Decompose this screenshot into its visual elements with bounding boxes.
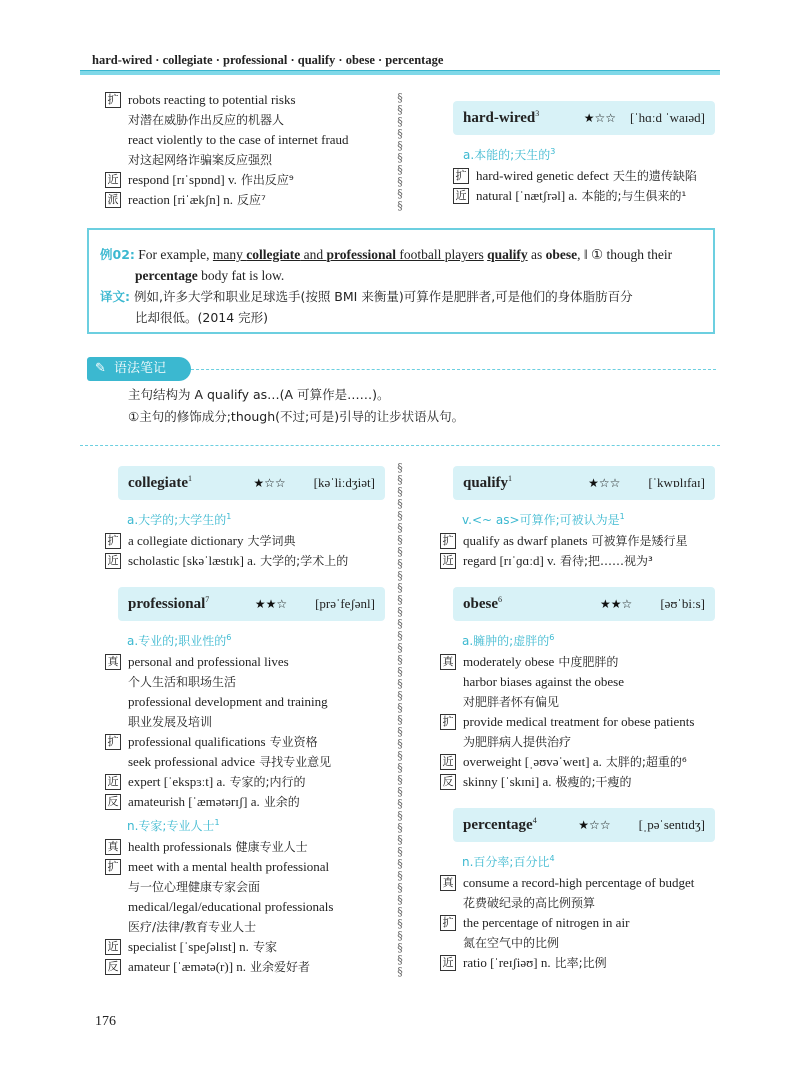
star-rating: ★★☆ xyxy=(254,597,288,611)
star-rating: ★☆☆ xyxy=(583,111,616,125)
part-of-speech: n.专家;专业人士$^1$ xyxy=(127,818,220,833)
entry-line xyxy=(105,110,395,130)
category-tag: 近 xyxy=(440,553,456,569)
category-tag: 真 xyxy=(440,654,456,670)
entry-items xyxy=(440,873,720,973)
right-column xyxy=(440,466,720,973)
translation-text: 例如,许多大学和职业足球选手(按照 BMI 来衡量)可算作是肥胖者,可是他们的身体脂肪百分 xyxy=(133,289,633,304)
category-tag: 派 xyxy=(105,192,121,208)
category-tag: 扩 xyxy=(105,859,121,875)
english-text: reaction [riˈækʃn] n. xyxy=(128,192,234,207)
part-of-speech: v.<~ as>可算作;可被认为是$^1$ xyxy=(462,512,625,527)
chinese-text: 业余爱好者 xyxy=(250,960,311,974)
star-rating: ★☆☆ xyxy=(578,818,611,832)
chinese-text: 大学词典 xyxy=(247,534,296,548)
header-rule xyxy=(80,70,720,75)
english-text: moderately obese xyxy=(463,654,555,669)
category-tag: 近 xyxy=(440,754,456,770)
category-tag: 真 xyxy=(440,875,456,891)
chinese-text: 业余的 xyxy=(263,795,300,809)
category-tag: 扩 xyxy=(440,714,456,730)
translation-label: 译文: xyxy=(100,289,130,304)
entry-line xyxy=(440,752,720,772)
pen-icon: ✎ xyxy=(95,361,106,376)
english-text: meet with a mental health professional xyxy=(128,859,330,874)
part-of-speech: a.本能的;天生的$^3$ xyxy=(463,147,556,162)
entry-line xyxy=(440,953,720,973)
english-text: respond [rɪˈspɒnd] v. xyxy=(128,172,237,187)
chinese-text: 与一位心理健康专家会面 xyxy=(128,880,261,894)
entry-line xyxy=(440,652,720,672)
phonetic: [ˌpəˈsentɪdʒ] xyxy=(638,817,705,832)
entry-line xyxy=(440,551,720,571)
chinese-text: 医疗/法律/教育专业人士 xyxy=(128,920,257,934)
entry-line xyxy=(440,913,720,933)
entry-items xyxy=(105,531,385,571)
entry-line xyxy=(105,937,385,957)
chinese-text: 极瘦的;干瘦的 xyxy=(555,775,632,789)
example-text: many xyxy=(212,247,247,262)
entry-line xyxy=(453,186,715,206)
chinese-text: 寻找专业意见 xyxy=(259,755,332,769)
english-text: professional development and training xyxy=(128,694,328,709)
category-tag: 扩 xyxy=(105,92,121,108)
entry-line xyxy=(440,672,720,692)
chinese-text: 本能的;与生俱来的¹ xyxy=(581,189,687,203)
category-tag: 近 xyxy=(105,939,121,955)
entry-line xyxy=(440,712,720,732)
entry-line xyxy=(105,752,385,772)
grammar-rule xyxy=(191,369,716,370)
category-tag: 近 xyxy=(453,188,469,204)
phonetic: [prəˈfeʃənl] xyxy=(315,596,375,611)
english-text: a collegiate dictionary xyxy=(128,533,244,548)
part-of-speech: a.大学的;大学生的$^1$ xyxy=(127,512,232,527)
english-text: professional qualifications xyxy=(128,734,266,749)
chinese-text: 作出反应⁹ xyxy=(240,173,294,187)
entry-line xyxy=(440,873,720,893)
chinese-text: 专家的;内行的 xyxy=(229,775,306,789)
english-text: robots reacting to potential risks xyxy=(128,92,296,107)
entry-line xyxy=(105,732,385,752)
entry-line xyxy=(105,712,385,732)
headword: obese$^6$ xyxy=(463,595,502,612)
category-tag: 近 xyxy=(105,774,121,790)
category-tag: 扩 xyxy=(105,533,121,549)
entry-items xyxy=(105,837,385,977)
entry-line xyxy=(105,551,385,571)
entry-line xyxy=(105,917,385,937)
entry-line xyxy=(453,166,715,186)
phonetic: [ˈhɑːd ˈwaɪəd] xyxy=(629,110,705,125)
english-text: natural [ˈnætʃrəl] a. xyxy=(476,188,578,203)
english-text: seek professional advice xyxy=(128,754,256,769)
top-left-entries xyxy=(105,90,395,210)
english-text: health professionals xyxy=(128,839,232,854)
entry-line xyxy=(105,957,385,977)
running-header: hard-wired · collegiate · professional · qualify · obese · percentage xyxy=(92,53,444,67)
entry-hard-wired xyxy=(453,101,715,206)
keyword-professional: professional xyxy=(326,247,397,262)
english-text: the percentage of nitrogen in air xyxy=(463,915,630,930)
grammar-line: ①主句的修饰成分;though(不过;可是)引导的让步状语从句。 xyxy=(128,409,465,424)
example-text: football players xyxy=(396,247,484,262)
entry-line xyxy=(105,90,395,110)
headword-box xyxy=(118,587,385,621)
chinese-text: 比率;比例 xyxy=(554,956,607,970)
grammar-title-text: 语法笔记 xyxy=(114,361,167,376)
chinese-text: 对这起网络诈骗案反应强烈 xyxy=(128,153,273,167)
english-text: harbor biases against the obese xyxy=(463,674,625,689)
column-divider: § § § § § § § § § § xyxy=(397,92,403,212)
phonetic: [əʊˈbiːs] xyxy=(660,596,705,611)
headword: qualify$^1$ xyxy=(463,474,513,491)
english-text: ratio [ˈreɪʃiəʊ] n. xyxy=(463,955,551,970)
chinese-text: 对潜在威胁作出反应的机器人 xyxy=(128,113,285,127)
star-rating: ★★☆ xyxy=(600,597,633,611)
entry-line xyxy=(105,792,385,812)
translation-text: 比却很低。(2014 完形) xyxy=(135,310,269,325)
grammar-notes-body xyxy=(128,384,464,428)
example-text: body fat is low. xyxy=(197,268,285,283)
entry-line xyxy=(440,893,720,913)
column-divider: § § § § § § § § § § § § § § § § § § § § § § § § § § § § § § § § § § § § § § § § § § § xyxy=(397,462,403,978)
chinese-text: 对肥胖者怀有偏见 xyxy=(463,695,560,709)
entry-line xyxy=(440,732,720,752)
chinese-text: 为肥胖病人提供治疗 xyxy=(463,735,572,749)
headword: hard-wired$^3$ xyxy=(463,109,540,126)
grammar-line: 主句结构为 A qualify as…(A 可算作是……)。 xyxy=(128,387,390,402)
headword: collegiate$^1$ xyxy=(128,474,192,491)
headword-box xyxy=(453,808,715,842)
english-text: medical/legal/educational professionals xyxy=(128,899,334,914)
english-text: qualify as dwarf planets xyxy=(463,533,588,548)
headword-box xyxy=(453,587,715,621)
headword-box xyxy=(118,466,385,500)
chinese-text: 氮在空气中的比例 xyxy=(463,936,560,950)
english-text: specialist [ˈspeʃəlɪst] n. xyxy=(128,939,249,954)
entry-line xyxy=(105,652,385,672)
category-tag: 扩 xyxy=(440,915,456,931)
entry-items xyxy=(440,531,720,571)
entry-items xyxy=(453,166,715,206)
english-text: scholastic [skəˈlæstɪk] a. xyxy=(128,553,257,568)
headword: percentage$^4$ xyxy=(463,816,537,833)
chinese-text: 太胖的;超重的⁶ xyxy=(605,755,687,769)
part-of-speech: a.臃肿的;虚胖的$^6$ xyxy=(462,633,555,648)
example-text: , ‖ ① though their xyxy=(577,247,673,262)
entry-line xyxy=(105,672,385,692)
category-tag: 扩 xyxy=(440,533,456,549)
chinese-text: 花费破纪录的高比例预算 xyxy=(463,896,596,910)
chinese-text: 可被算作是矮行星 xyxy=(591,534,688,548)
example-text: and xyxy=(300,247,327,262)
english-text: consume a record-high percentage of budget xyxy=(463,875,695,890)
entry-line xyxy=(440,933,720,953)
example-label: 例02: xyxy=(100,247,135,262)
phonetic: [ˈkwɒlɪfaɪ] xyxy=(648,475,705,490)
chinese-text: 专业资格 xyxy=(269,735,318,749)
category-tag: 反 xyxy=(105,959,121,975)
example-text: For example, xyxy=(138,247,213,262)
entry-line xyxy=(440,531,720,551)
category-tag: 反 xyxy=(105,794,121,810)
chinese-text: 看待;把……视为³ xyxy=(559,554,653,568)
entry-items xyxy=(105,652,385,812)
grammar-notes-title xyxy=(87,357,191,381)
chinese-text: 职业发展及培训 xyxy=(128,715,213,729)
section-divider xyxy=(80,445,720,446)
english-text: amateur [ˈæmətə(r)] n. xyxy=(128,959,247,974)
category-tag: 反 xyxy=(440,774,456,790)
entry-line xyxy=(105,897,385,917)
entry-line xyxy=(440,772,720,792)
entry-line xyxy=(105,877,385,897)
entry-line xyxy=(105,130,395,150)
category-tag: 近 xyxy=(105,553,121,569)
chinese-text: 个人生活和职场生活 xyxy=(128,675,237,689)
english-text: regard [rɪˈɡɑːd] v. xyxy=(463,553,556,568)
english-text: hard-wired genetic defect xyxy=(476,168,609,183)
chinese-text: 大学的;学术上的 xyxy=(260,554,349,568)
category-tag: 扩 xyxy=(453,168,469,184)
headword-box xyxy=(453,101,715,135)
entry-line xyxy=(105,150,395,170)
english-text: expert [ˈekspɜːt] a. xyxy=(128,774,226,789)
headword-box xyxy=(453,466,715,500)
entry-line xyxy=(105,531,385,551)
entry-line xyxy=(105,170,395,190)
keyword-percentage: percentage xyxy=(135,268,198,283)
english-text: skinny [ˈskɪni] a. xyxy=(463,774,552,789)
chinese-text: 反应⁷ xyxy=(237,193,266,207)
chinese-text: 健康专业人士 xyxy=(235,840,308,854)
entry-line xyxy=(105,857,385,877)
entry-line xyxy=(440,692,720,712)
english-text: provide medical treatment for obese patients xyxy=(463,714,695,729)
keyword-qualify: qualify xyxy=(487,247,528,262)
chinese-text: 中度肥胖的 xyxy=(558,655,619,669)
category-tag: 近 xyxy=(105,172,121,188)
entry-items xyxy=(440,652,720,792)
entry-line xyxy=(105,692,385,712)
part-of-speech: n.百分率;百分比$^4$ xyxy=(462,854,555,869)
chinese-text: 专家 xyxy=(252,940,277,954)
keyword-collegiate: collegiate xyxy=(246,247,301,262)
category-tag: 近 xyxy=(440,955,456,971)
part-of-speech: a.专业的;职业性的$^6$ xyxy=(127,633,232,648)
phonetic: [kəˈliːdʒiət] xyxy=(313,475,375,490)
star-rating: ★☆☆ xyxy=(253,476,286,490)
star-rating: ★☆☆ xyxy=(588,476,621,490)
category-tag: 真 xyxy=(105,839,121,855)
category-tag: 扩 xyxy=(105,734,121,750)
keyword-obese: obese xyxy=(545,247,578,262)
page-number: 176 xyxy=(95,1014,116,1029)
example-sentence xyxy=(100,244,710,328)
entry-line xyxy=(105,837,385,857)
left-column xyxy=(105,466,385,977)
headword: professional$^7$ xyxy=(128,595,210,612)
english-text: react violently to the case of internet fraud xyxy=(128,132,349,147)
english-text: amateurish [ˈæmətərɪʃ] a. xyxy=(128,794,260,809)
category-tag: 真 xyxy=(105,654,121,670)
example-text: as xyxy=(527,247,546,262)
entry-line xyxy=(105,190,395,210)
chinese-text: 天生的遗传缺陷 xyxy=(612,169,697,183)
english-text: personal and professional lives xyxy=(128,654,289,669)
english-text: overweight [ˌəʊvəˈweɪt] a. xyxy=(463,754,602,769)
entry-line xyxy=(105,772,385,792)
